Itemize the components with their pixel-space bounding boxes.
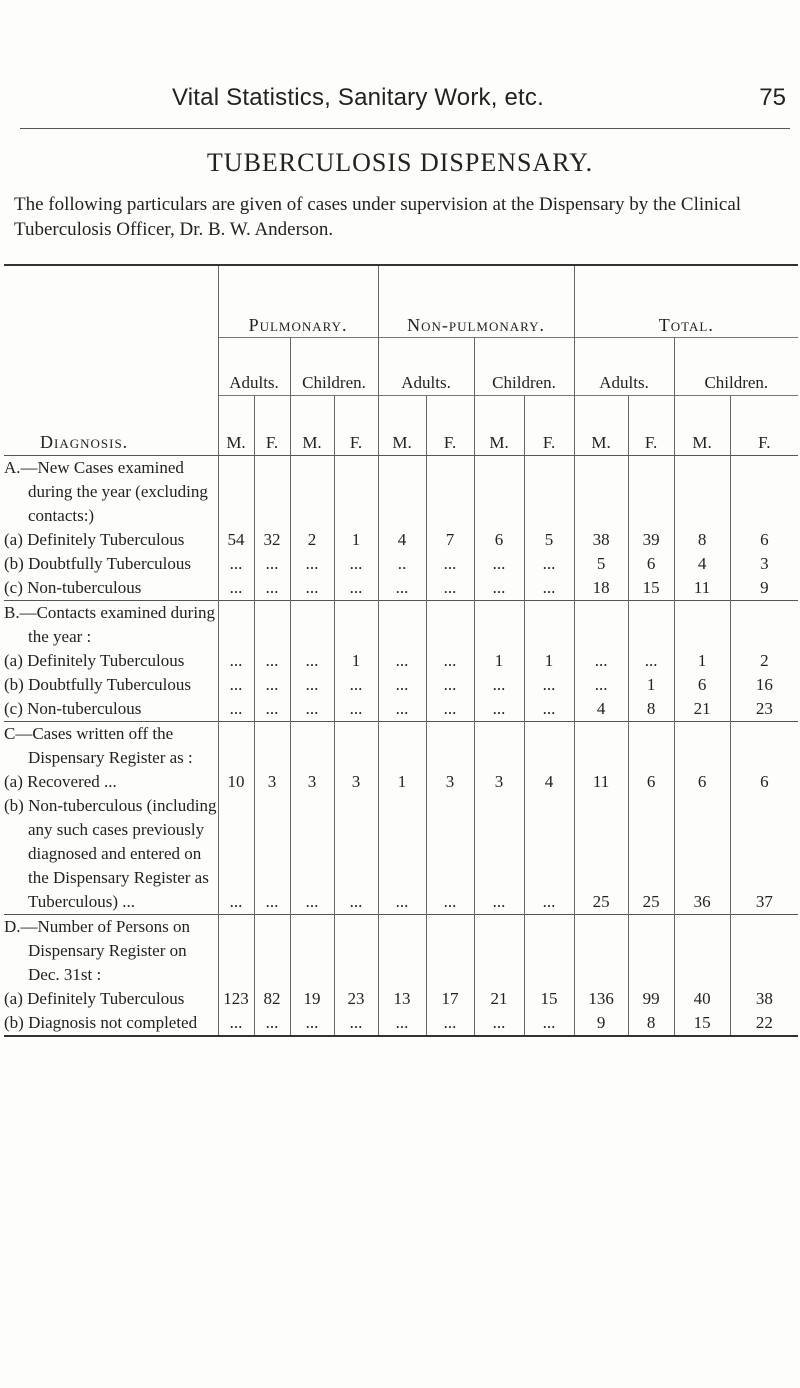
table-cell: 136 bbox=[574, 987, 628, 1011]
table-cell: ... bbox=[524, 673, 574, 697]
table-cell: 13 bbox=[378, 987, 426, 1011]
table-cell: ... bbox=[378, 1011, 426, 1036]
pulmonary-header: Pulmonary. bbox=[218, 265, 378, 337]
table-cell: 5 bbox=[574, 552, 628, 576]
table-cell: ... bbox=[474, 576, 524, 601]
table-cell: 6 bbox=[474, 528, 524, 552]
table-cell: 21 bbox=[474, 987, 524, 1011]
table-cell: ... bbox=[524, 794, 574, 915]
table-cell: ... bbox=[334, 794, 378, 915]
table-cell: 123 bbox=[218, 987, 254, 1011]
table-cell: 15 bbox=[628, 576, 674, 601]
total-header: Total. bbox=[574, 265, 798, 337]
table-cell: ... bbox=[218, 552, 254, 576]
table-cell: 17 bbox=[426, 987, 474, 1011]
table-cell: 15 bbox=[674, 1011, 730, 1036]
header-rule bbox=[20, 128, 790, 129]
table-cell: 25 bbox=[574, 794, 628, 915]
table-cell: ... bbox=[334, 552, 378, 576]
table-cell: ... bbox=[574, 673, 628, 697]
table-cell: ... bbox=[524, 697, 574, 722]
table-cell: 1 bbox=[378, 770, 426, 794]
section-heading-row bbox=[4, 600, 798, 649]
table-cell: 3 bbox=[426, 770, 474, 794]
table-cell: ... bbox=[378, 697, 426, 722]
table-row bbox=[4, 770, 798, 794]
non-pulmonary-header: Non-pulmonary. bbox=[378, 265, 574, 337]
table-cell: 6 bbox=[674, 770, 730, 794]
table-cell: ... bbox=[290, 673, 334, 697]
sex-header: F. bbox=[334, 395, 378, 455]
section-heading-row bbox=[4, 914, 798, 987]
table-cell: ... bbox=[474, 1011, 524, 1036]
table-cell: ... bbox=[426, 673, 474, 697]
table-cell: 32 bbox=[254, 528, 290, 552]
table-cell: 8 bbox=[628, 1011, 674, 1036]
table-cell: ... bbox=[474, 552, 524, 576]
table-cell: 21 bbox=[674, 697, 730, 722]
table-cell: 37 bbox=[730, 794, 798, 915]
sex-header: F. bbox=[426, 395, 474, 455]
table-cell: 4 bbox=[674, 552, 730, 576]
table-cell: ... bbox=[290, 576, 334, 601]
table-row bbox=[4, 552, 798, 576]
row-label: (c) Non-tuberculous bbox=[4, 698, 142, 718]
table-cell: ... bbox=[218, 673, 254, 697]
table-cell: ... bbox=[378, 576, 426, 601]
sex-header: F. bbox=[254, 395, 290, 455]
table-cell: 1 bbox=[524, 649, 574, 673]
section-heading-row bbox=[4, 721, 798, 770]
table-cell: ... bbox=[426, 1011, 474, 1036]
table-cell: 6 bbox=[628, 552, 674, 576]
table-cell: 15 bbox=[524, 987, 574, 1011]
table-cell: 9 bbox=[574, 1011, 628, 1036]
table-cell: 36 bbox=[674, 794, 730, 915]
table-row bbox=[4, 697, 798, 722]
table-cell: 2 bbox=[290, 528, 334, 552]
table-cell: 10 bbox=[218, 770, 254, 794]
sex-header: F. bbox=[628, 395, 674, 455]
subgroup-header: Adults. bbox=[218, 337, 290, 395]
table-cell: 22 bbox=[730, 1011, 798, 1036]
table-cell: ... bbox=[254, 576, 290, 601]
table-cell: ... bbox=[378, 794, 426, 915]
table-cell: ... bbox=[254, 697, 290, 722]
table-cell: ... bbox=[218, 649, 254, 673]
table-cell: 6 bbox=[730, 528, 798, 552]
table-cell: ... bbox=[574, 649, 628, 673]
table-cell: ... bbox=[426, 794, 474, 915]
table-cell: ... bbox=[426, 576, 474, 601]
table-cell: ... bbox=[254, 1011, 290, 1036]
table-row bbox=[4, 649, 798, 673]
subgroup-header: Children. bbox=[674, 337, 798, 395]
sex-header: M. bbox=[290, 395, 334, 455]
row-label: (a) Recovered ... bbox=[4, 771, 117, 791]
row-label: (a) Definitely Tuberculous bbox=[4, 529, 185, 549]
table-cell: ... bbox=[378, 673, 426, 697]
table-cell: ... bbox=[426, 552, 474, 576]
table-cell: 25 bbox=[628, 794, 674, 915]
row-label: (c) Non-tuberculous bbox=[4, 577, 142, 597]
intro-paragraph: The following particulars are given of cases under supervision at the Dispensary by the Clinical Tuberculosis Officer, Dr. B. W. Anderson. bbox=[14, 194, 742, 240]
table-cell: ... bbox=[334, 673, 378, 697]
table-cell: .. bbox=[378, 552, 426, 576]
table-cell: ... bbox=[474, 697, 524, 722]
table-cell: 9 bbox=[730, 576, 798, 601]
sex-header: M. bbox=[574, 395, 628, 455]
table-row bbox=[4, 673, 798, 697]
table-cell: 11 bbox=[674, 576, 730, 601]
sex-header: F. bbox=[524, 395, 574, 455]
table-cell: ... bbox=[254, 794, 290, 915]
table-cell: ... bbox=[524, 552, 574, 576]
table-cell: 2 bbox=[730, 649, 798, 673]
sex-header: F. bbox=[730, 395, 798, 455]
table-cell: ... bbox=[290, 649, 334, 673]
row-label: (b) Diagnosis not completed bbox=[4, 1012, 198, 1032]
sex-header: M. bbox=[218, 395, 254, 455]
subgroup-header: Children. bbox=[290, 337, 378, 395]
table-cell: 8 bbox=[674, 528, 730, 552]
table-cell: ... bbox=[290, 1011, 334, 1036]
table-cell: ... bbox=[334, 576, 378, 601]
section-heading: C—Cases written off the Dispensary Register as : bbox=[4, 723, 193, 767]
subgroup-header: Children. bbox=[474, 337, 574, 395]
sex-header: M. bbox=[674, 395, 730, 455]
table-cell: 8 bbox=[628, 697, 674, 722]
table-cell: 11 bbox=[574, 770, 628, 794]
subgroup-header: Adults. bbox=[574, 337, 674, 395]
table-cell: 7 bbox=[426, 528, 474, 552]
table-cell: ... bbox=[334, 697, 378, 722]
table-cell: ... bbox=[426, 697, 474, 722]
table-row bbox=[4, 987, 798, 1011]
table-cell: 16 bbox=[730, 673, 798, 697]
table-cell: ... bbox=[474, 673, 524, 697]
table-cell: 4 bbox=[378, 528, 426, 552]
table-row bbox=[4, 794, 798, 915]
table-cell: 1 bbox=[628, 673, 674, 697]
table-cell: 4 bbox=[524, 770, 574, 794]
table-cell: 1 bbox=[334, 649, 378, 673]
table-cell: 3 bbox=[290, 770, 334, 794]
table-cell: 19 bbox=[290, 987, 334, 1011]
table-cell: ... bbox=[254, 649, 290, 673]
table-cell: 6 bbox=[674, 673, 730, 697]
sex-header: M. bbox=[474, 395, 524, 455]
table-cell: 54 bbox=[218, 528, 254, 552]
table-cell: 6 bbox=[730, 770, 798, 794]
table-cell: 4 bbox=[574, 697, 628, 722]
table-cell: 3 bbox=[334, 770, 378, 794]
table-cell: ... bbox=[426, 649, 474, 673]
row-label: (b) Non-tuberculous (including any such cases previously diagnosed and entered on the Dispensary Register as Tuberculous) ... bbox=[4, 795, 217, 911]
table-cell: ... bbox=[290, 794, 334, 915]
table-cell: 82 bbox=[254, 987, 290, 1011]
table-cell: ... bbox=[218, 697, 254, 722]
row-label: (b) Doubtfully Tuberculous bbox=[4, 553, 191, 573]
table-cell: ... bbox=[524, 576, 574, 601]
table-cell: 23 bbox=[334, 987, 378, 1011]
running-header bbox=[172, 84, 792, 124]
table-cell: 3 bbox=[730, 552, 798, 576]
diagnosis-header: Diagnosis. bbox=[40, 431, 129, 452]
table-cell: ... bbox=[218, 794, 254, 915]
section-heading: D.—Number of Persons on Dispensary Register on Dec. 31st : bbox=[4, 916, 191, 984]
table-row bbox=[4, 576, 798, 601]
dispensary-table bbox=[4, 264, 798, 1037]
table-cell: ... bbox=[254, 552, 290, 576]
table-cell: ... bbox=[334, 1011, 378, 1036]
page-number: 75 bbox=[759, 84, 786, 111]
sex-header: M. bbox=[378, 395, 426, 455]
section-heading: A.—New Cases examined during the year (excluding contacts:) bbox=[4, 457, 208, 525]
section-heading: B.—Contacts examined during the year : bbox=[4, 602, 216, 646]
table-cell: 40 bbox=[674, 987, 730, 1011]
table-cell: ... bbox=[378, 649, 426, 673]
table-row bbox=[4, 1011, 798, 1036]
table-cell: ... bbox=[218, 576, 254, 601]
page-title: TUBERCULOSIS DISPENSARY. bbox=[206, 148, 594, 177]
table-cell: ... bbox=[218, 1011, 254, 1036]
table-cell: 99 bbox=[628, 987, 674, 1011]
row-label: (a) Definitely Tuberculous bbox=[4, 988, 185, 1008]
running-title: Vital Statistics, Sanitary Work, etc. bbox=[172, 84, 544, 111]
table-cell: 1 bbox=[334, 528, 378, 552]
table-cell: 5 bbox=[524, 528, 574, 552]
table-cell: 18 bbox=[574, 576, 628, 601]
table-row bbox=[4, 528, 798, 552]
table-cell: 3 bbox=[474, 770, 524, 794]
table-cell: 1 bbox=[474, 649, 524, 673]
table-cell: 23 bbox=[730, 697, 798, 722]
table-cell: ... bbox=[524, 1011, 574, 1036]
table-cell: ... bbox=[474, 794, 524, 915]
row-label: (a) Definitely Tuberculous bbox=[4, 650, 185, 670]
table-cell: 38 bbox=[730, 987, 798, 1011]
table-cell: ... bbox=[290, 552, 334, 576]
table-cell: 3 bbox=[254, 770, 290, 794]
table-cell: 38 bbox=[574, 528, 628, 552]
subgroup-header: Adults. bbox=[378, 337, 474, 395]
table-cell: ... bbox=[254, 673, 290, 697]
table-cell: ... bbox=[628, 649, 674, 673]
table-cell: ... bbox=[290, 697, 334, 722]
row-label: (b) Doubtfully Tuberculous bbox=[4, 674, 191, 694]
table-cell: 39 bbox=[628, 528, 674, 552]
table-cell: 1 bbox=[674, 649, 730, 673]
section-heading-row bbox=[4, 455, 798, 528]
table-cell: 6 bbox=[628, 770, 674, 794]
